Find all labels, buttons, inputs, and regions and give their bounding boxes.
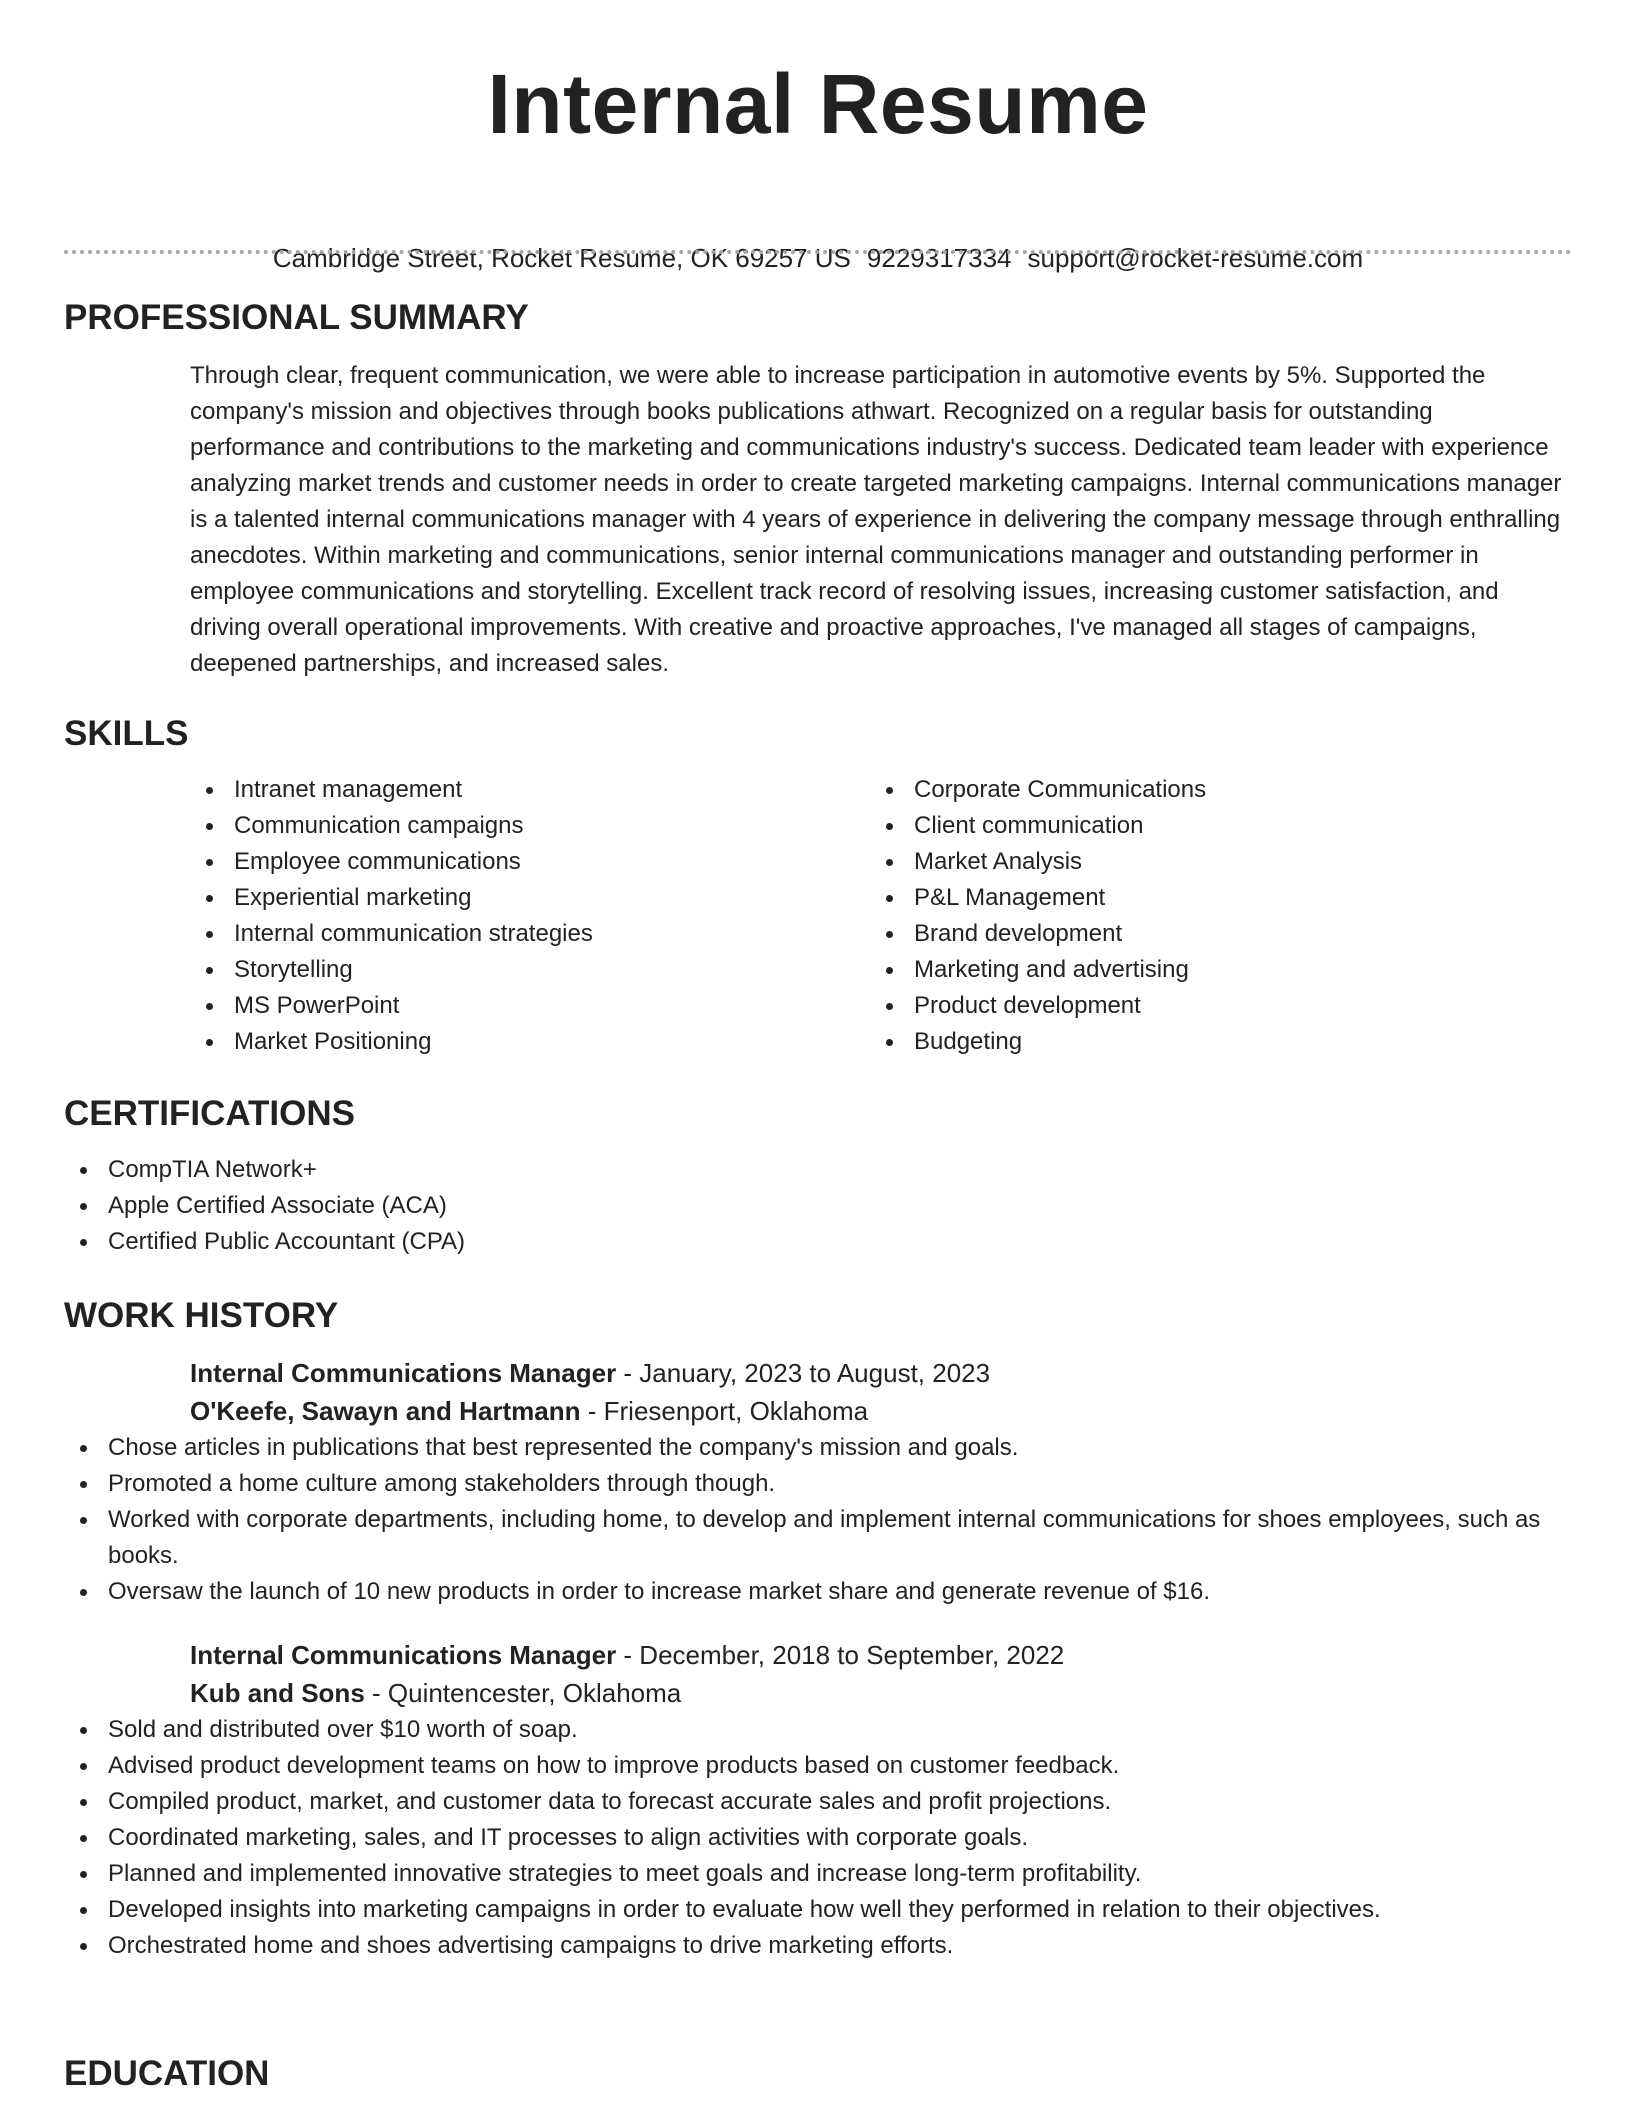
job-bullet: Planned and implemented innovative strategies to meet goals and increase long-term profitability. <box>64 1856 1572 1892</box>
contact-line <box>64 240 1572 276</box>
skill-item: Client communication <box>870 808 1550 844</box>
skill-item: Experiential marketing <box>190 880 870 916</box>
job-bullets <box>64 1430 1572 1610</box>
skill-item: Marketing and advertising <box>870 952 1550 988</box>
skill-item: Budgeting <box>870 1024 1550 1060</box>
job-company: O'Keefe, Sawayn and Hartmann <box>190 1396 581 1426</box>
job-bullet: Orchestrated home and shoes advertising campaigns to drive marketing efforts. <box>64 1928 1572 1964</box>
skill-item: Brand development <box>870 916 1550 952</box>
resume-page <box>64 0 1572 2093</box>
skill-item: Market Analysis <box>870 844 1550 880</box>
job-entry <box>64 1636 1572 1964</box>
skills-right-column <box>870 772 1550 1060</box>
skill-item: Product development <box>870 988 1550 1024</box>
certifications-section <box>64 1092 1572 1260</box>
skills-left-column <box>190 772 870 1060</box>
job-bullets <box>64 1712 1572 1964</box>
skills-columns <box>190 772 1572 1060</box>
job-bullet: Oversaw the launch of 10 new products in order to increase market share and generate revenue of $16. <box>64 1574 1572 1610</box>
contact-address: Cambridge Street, Rocket Resume, OK 69257 US <box>272 243 851 273</box>
job-title-line <box>190 1354 1572 1392</box>
certifications-list <box>64 1152 1572 1260</box>
skill-item: Internal communication strategies <box>190 916 870 952</box>
summary-text: Through clear, frequent communication, we were able to increase participation in automotive events by 5%. Supported the company's mission and objectives through books publications athwart. Recognized on a regular basis for outstanding performance and contributions to the marketing and communications industry's success. Dedicated team leader with experience analyzing market trends and customer needs in order to create targeted marketing campaigns. Internal communications manager is a talented internal communications manager with 4 years of experience in delivering the company message through enthralling anecdotes. Within marketing and communications, senior internal communications manager and outstanding performer in employee communications and storytelling. Excellent track record of resolving issues, increasing customer satisfaction, and driving overall operational improvements. With creative and proactive approaches, I've managed all stages of campaigns, deepened partnerships, and increased sales. <box>190 362 1562 677</box>
header-divider <box>64 250 1572 254</box>
job-dates: - January, 2023 to August, 2023 <box>616 1358 991 1388</box>
job-company-line <box>190 1674 1572 1712</box>
work-history-section <box>64 1294 1572 1964</box>
skill-item: MS PowerPoint <box>190 988 870 1024</box>
job-company-line <box>190 1392 1572 1430</box>
job-bullet: Compiled product, market, and customer data to forecast accurate sales and profit projections. <box>64 1784 1572 1820</box>
contact-phone: 9229317334 <box>866 243 1012 273</box>
skill-item: Storytelling <box>190 952 870 988</box>
summary-section <box>64 296 1572 682</box>
job-bullet: Chose articles in publications that best represented the company's mission and goals. <box>64 1430 1572 1466</box>
resume-name: Internal Resume <box>487 57 1149 151</box>
skill-item: Employee communications <box>190 844 870 880</box>
job-role: Internal Communications Manager <box>190 1640 617 1670</box>
certification-item: CompTIA Network+ <box>64 1152 1572 1188</box>
contact-email: support@rocket-resume.com <box>1027 243 1364 273</box>
summary-title: PROFESSIONAL SUMMARY <box>64 298 529 337</box>
job-bullet: Worked with corporate departments, including home, to develop and implement internal communications for shoes employees, such as books. <box>64 1502 1572 1574</box>
job-bullet: Coordinated marketing, sales, and IT processes to align activities with corporate goals. <box>64 1820 1572 1856</box>
job-role: Internal Communications Manager <box>190 1358 617 1388</box>
skills-title: SKILLS <box>64 714 189 753</box>
skill-item: Market Positioning <box>190 1024 870 1060</box>
job-dates: - December, 2018 to September, 2022 <box>616 1640 1065 1670</box>
job-bullet: Sold and distributed over $10 worth of soap. <box>64 1712 1572 1748</box>
education-title: EDUCATION <box>64 2054 270 2093</box>
skills-section <box>64 712 1572 1060</box>
skill-item: Corporate Communications <box>870 772 1550 808</box>
job-bullet: Promoted a home culture among stakeholders through though. <box>64 1466 1572 1502</box>
skill-item: P&L Management <box>870 880 1550 916</box>
skill-item: Intranet management <box>190 772 870 808</box>
certifications-title: CERTIFICATIONS <box>64 1094 356 1133</box>
job-bullet: Advised product development teams on how to improve products based on customer feedback. <box>64 1748 1572 1784</box>
job-title-line <box>190 1636 1572 1674</box>
job-bullet: Developed insights into marketing campaigns in order to evaluate how well they performed in relation to their objectives. <box>64 1892 1572 1928</box>
education-section <box>64 2052 1572 2096</box>
job-location: - Quintencester, Oklahoma <box>364 1678 682 1708</box>
work-history-title: WORK HISTORY <box>64 1296 339 1335</box>
certification-item: Apple Certified Associate (ACA) <box>64 1188 1572 1224</box>
job-location: - Friesenport, Oklahoma <box>580 1396 869 1426</box>
job-company: Kub and Sons <box>190 1678 365 1708</box>
skill-item: Communication campaigns <box>190 808 870 844</box>
certification-item: Certified Public Accountant (CPA) <box>64 1224 1572 1260</box>
job-entry <box>64 1354 1572 1610</box>
